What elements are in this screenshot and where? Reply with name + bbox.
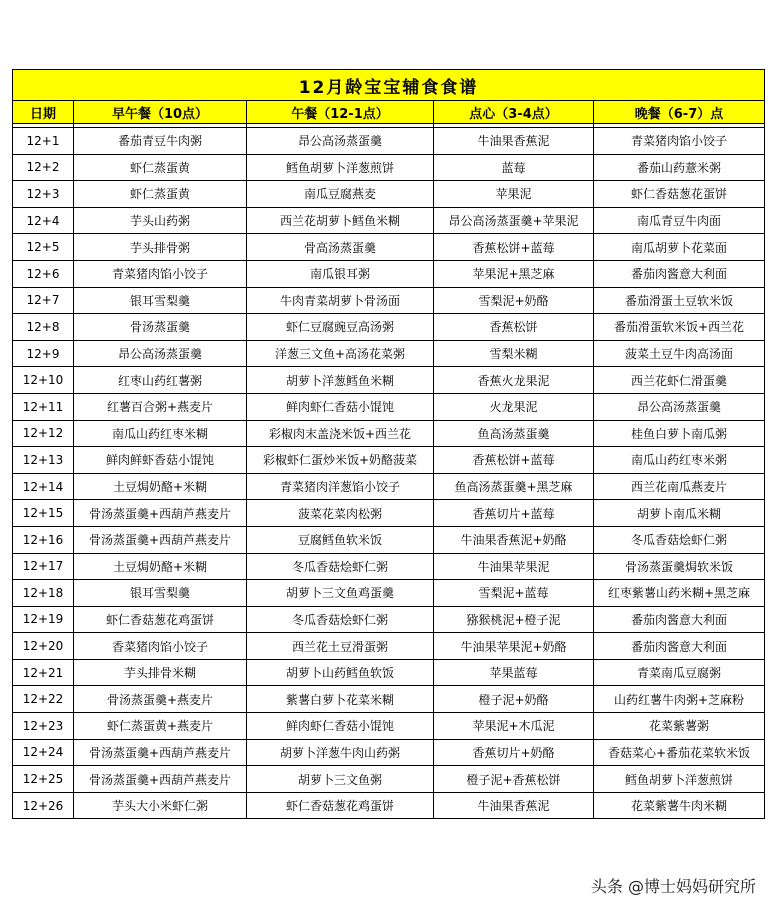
table-row [13, 606, 765, 633]
recipe-table [12, 69, 765, 819]
snack-cell: 橙子泥+奶酪 [434, 686, 594, 713]
table-row [13, 500, 765, 527]
snack-cell: 苹果泥+木瓜泥 [434, 713, 594, 740]
snack-cell: 雪梨泥+奶酪 [434, 287, 594, 314]
dinner-cell: 西兰花南瓜燕麦片 [594, 473, 765, 500]
header-date: 日期 [13, 101, 74, 124]
table-row [13, 526, 765, 553]
brunch-cell: 虾仁蒸蛋黄 [74, 154, 247, 181]
date-cell: 12+19 [13, 606, 74, 633]
table-row [13, 686, 765, 713]
date-cell: 12+15 [13, 500, 74, 527]
dinner-cell: 番茄肉酱意大利面 [594, 606, 765, 633]
snack-cell: 香蕉松饼+蓝莓 [434, 447, 594, 474]
table-row [13, 633, 765, 660]
dinner-cell: 南瓜山药红枣米粥 [594, 447, 765, 474]
date-cell: 12+18 [13, 580, 74, 607]
dinner-cell: 番茄肉酱意大利面 [594, 633, 765, 660]
header-lunch: 午餐（12-1点） [247, 101, 434, 124]
brunch-cell: 骨汤蒸蛋羹+西葫芦燕麦片 [74, 739, 247, 766]
lunch-cell: 洋葱三文鱼+高汤花菜粥 [247, 340, 434, 367]
dinner-cell: 冬瓜香菇烩虾仁粥 [594, 526, 765, 553]
dinner-cell: 番茄肉酱意大利面 [594, 260, 765, 287]
snack-cell: 火龙果泥 [434, 393, 594, 420]
brunch-cell: 香菜猪肉馅小饺子 [74, 633, 247, 660]
dinner-cell: 骨汤蒸蛋羹焗软米饭 [594, 553, 765, 580]
brunch-cell: 鲜肉鲜虾香菇小馄饨 [74, 447, 247, 474]
lunch-cell: 西兰花胡萝卜鳕鱼米糊 [247, 207, 434, 234]
dinner-cell: 鳕鱼胡萝卜洋葱煎饼 [594, 766, 765, 793]
date-cell: 12+3 [13, 181, 74, 208]
table-row [13, 260, 765, 287]
table-row [13, 553, 765, 580]
table-row [13, 766, 765, 793]
brunch-cell: 土豆焗奶酪+米糊 [74, 473, 247, 500]
dinner-cell: 番茄滑蛋软米饭+西兰花 [594, 314, 765, 341]
lunch-cell: 胡萝卜洋葱鳕鱼米糊 [247, 367, 434, 394]
snack-cell: 牛油果苹果泥+奶酪 [434, 633, 594, 660]
snack-cell: 雪梨泥+蓝莓 [434, 580, 594, 607]
table-row [13, 739, 765, 766]
dinner-cell: 虾仁香菇葱花蛋饼 [594, 181, 765, 208]
table-row [13, 367, 765, 394]
lunch-cell: 虾仁豆腐豌豆高汤粥 [247, 314, 434, 341]
brunch-cell: 红枣山药红薯粥 [74, 367, 247, 394]
watermark: 头条 @博士妈妈研究所 [590, 877, 756, 896]
lunch-cell: 菠菜花菜肉松粥 [247, 500, 434, 527]
table-row [13, 128, 765, 155]
snack-cell: 鱼高汤蒸蛋羹 [434, 420, 594, 447]
date-cell: 12+2 [13, 154, 74, 181]
lunch-cell: 胡萝卜洋葱牛肉山药粥 [247, 739, 434, 766]
lunch-cell: 西兰花土豆滑蛋粥 [247, 633, 434, 660]
table-row [13, 447, 765, 474]
lunch-cell: 南瓜银耳粥 [247, 260, 434, 287]
brunch-cell: 昂公高汤蒸蛋羹 [74, 340, 247, 367]
table-row [13, 580, 765, 607]
lunch-cell: 虾仁香菇葱花鸡蛋饼 [247, 792, 434, 819]
table-row [13, 234, 765, 261]
lunch-cell: 彩椒肉末盖浇米饭+西兰花 [247, 420, 434, 447]
table-row [13, 659, 765, 686]
date-cell: 12+20 [13, 633, 74, 660]
snack-cell: 牛油果苹果泥 [434, 553, 594, 580]
date-cell: 12+25 [13, 766, 74, 793]
dinner-cell: 青菜南瓜豆腐粥 [594, 659, 765, 686]
snack-cell: 苹果蓝莓 [434, 659, 594, 686]
lunch-cell: 冬瓜香菇烩虾仁粥 [247, 606, 434, 633]
brunch-cell: 骨汤蒸蛋羹 [74, 314, 247, 341]
lunch-cell: 骨高汤蒸蛋羹 [247, 234, 434, 261]
brunch-cell: 银耳雪梨羹 [74, 287, 247, 314]
snack-cell: 苹果泥+黑芝麻 [434, 260, 594, 287]
table-row [13, 314, 765, 341]
dinner-cell: 香菇菜心+番茄花菜软米饭 [594, 739, 765, 766]
snack-cell: 香蕉切片+奶酪 [434, 739, 594, 766]
snack-cell: 猕猴桃泥+橙子泥 [434, 606, 594, 633]
header-row [13, 101, 765, 124]
table-row [13, 207, 765, 234]
snack-cell: 牛油果香蕉泥+奶酪 [434, 526, 594, 553]
lunch-cell: 昂公高汤蒸蛋羹 [247, 128, 434, 155]
snack-cell: 鱼高汤蒸蛋羹+黑芝麻 [434, 473, 594, 500]
table-row [13, 154, 765, 181]
dinner-cell: 红枣紫薯山药米糊+黑芝麻 [594, 580, 765, 607]
snack-cell: 昂公高汤蒸蛋羹+苹果泥 [434, 207, 594, 234]
dinner-cell: 花菜紫薯粥 [594, 713, 765, 740]
table-row [13, 792, 765, 819]
lunch-cell: 冬瓜香菇烩虾仁粥 [247, 553, 434, 580]
brunch-cell: 骨汤蒸蛋羹+西葫芦燕麦片 [74, 526, 247, 553]
date-cell: 12+17 [13, 553, 74, 580]
lunch-cell: 鲜肉虾仁香菇小馄饨 [247, 393, 434, 420]
dinner-cell: 南瓜青豆牛肉面 [594, 207, 765, 234]
date-cell: 12+1 [13, 128, 74, 155]
snack-cell: 橙子泥+香蕉松饼 [434, 766, 594, 793]
brunch-cell: 虾仁香菇葱花鸡蛋饼 [74, 606, 247, 633]
brunch-cell: 银耳雪梨羹 [74, 580, 247, 607]
table-row [13, 420, 765, 447]
snack-cell: 苹果泥 [434, 181, 594, 208]
date-cell: 12+24 [13, 739, 74, 766]
date-cell: 12+12 [13, 420, 74, 447]
brunch-cell: 番茄青豆牛肉粥 [74, 128, 247, 155]
date-cell: 12+14 [13, 473, 74, 500]
brunch-cell: 芋头排骨粥 [74, 234, 247, 261]
snack-cell: 香蕉松饼+蓝莓 [434, 234, 594, 261]
snack-cell: 蓝莓 [434, 154, 594, 181]
header-snack: 点心（3-4点） [434, 101, 594, 124]
date-cell: 12+4 [13, 207, 74, 234]
dinner-cell: 桂鱼白萝卜南瓜粥 [594, 420, 765, 447]
date-cell: 12+6 [13, 260, 74, 287]
dinner-cell: 山药红薯牛肉粥+芝麻粉 [594, 686, 765, 713]
lunch-cell: 胡萝卜山药鳕鱼软饭 [247, 659, 434, 686]
brunch-cell: 骨汤蒸蛋羹+燕麦片 [74, 686, 247, 713]
date-cell: 12+5 [13, 234, 74, 261]
brunch-cell: 虾仁蒸蛋黄+燕麦片 [74, 713, 247, 740]
lunch-cell: 鳕鱼胡萝卜洋葱煎饼 [247, 154, 434, 181]
lunch-cell: 豆腐鳕鱼软米饭 [247, 526, 434, 553]
header-brunch: 早午餐（10点） [74, 101, 247, 124]
dinner-cell: 青菜猪肉馅小饺子 [594, 128, 765, 155]
date-cell: 12+21 [13, 659, 74, 686]
lunch-cell: 胡萝卜三文鱼鸡蛋羹 [247, 580, 434, 607]
dinner-cell: 花菜紫薯牛肉米糊 [594, 792, 765, 819]
date-cell: 12+10 [13, 367, 74, 394]
brunch-cell: 红薯百合粥+燕麦片 [74, 393, 247, 420]
date-cell: 12+13 [13, 447, 74, 474]
brunch-cell: 芋头山药粥 [74, 207, 247, 234]
date-cell: 12+9 [13, 340, 74, 367]
date-cell: 12+8 [13, 314, 74, 341]
date-cell: 12+26 [13, 792, 74, 819]
snack-cell: 香蕉火龙果泥 [434, 367, 594, 394]
lunch-cell: 彩椒虾仁蛋炒米饭+奶酪菠菜 [247, 447, 434, 474]
snack-cell: 牛油果香蕉泥 [434, 792, 594, 819]
table-row [13, 181, 765, 208]
snack-cell: 香蕉切片+蓝莓 [434, 500, 594, 527]
table-row [13, 393, 765, 420]
brunch-cell: 骨汤蒸蛋羹+西葫芦燕麦片 [74, 766, 247, 793]
snack-cell: 牛油果香蕉泥 [434, 128, 594, 155]
table-row [13, 340, 765, 367]
date-cell: 12+7 [13, 287, 74, 314]
table-row [13, 713, 765, 740]
date-cell: 12+11 [13, 393, 74, 420]
date-cell: 12+23 [13, 713, 74, 740]
snack-cell: 香蕉松饼 [434, 314, 594, 341]
brunch-cell: 土豆焗奶酪+米糊 [74, 553, 247, 580]
lunch-cell: 胡萝卜三文鱼粥 [247, 766, 434, 793]
dinner-cell: 胡萝卜南瓜米糊 [594, 500, 765, 527]
table-body [13, 128, 765, 819]
lunch-cell: 青菜猪肉洋葱馅小饺子 [247, 473, 434, 500]
brunch-cell: 芋头排骨米糊 [74, 659, 247, 686]
dinner-cell: 昂公高汤蒸蛋羹 [594, 393, 765, 420]
table-row [13, 287, 765, 314]
brunch-cell: 骨汤蒸蛋羹+西葫芦燕麦片 [74, 500, 247, 527]
lunch-cell: 紫薯白萝卜花菜米糊 [247, 686, 434, 713]
date-cell: 12+22 [13, 686, 74, 713]
lunch-cell: 鲜肉虾仁香菇小馄饨 [247, 713, 434, 740]
table-title: 12月龄宝宝辅食食谱 [13, 70, 765, 101]
dinner-cell: 番茄山药薏米粥 [594, 154, 765, 181]
brunch-cell: 芋头大小米虾仁粥 [74, 792, 247, 819]
brunch-cell: 青菜猪肉馅小饺子 [74, 260, 247, 287]
date-cell: 12+16 [13, 526, 74, 553]
brunch-cell: 虾仁蒸蛋黄 [74, 181, 247, 208]
dinner-cell: 菠菜土豆牛肉高汤面 [594, 340, 765, 367]
brunch-cell: 南瓜山药红枣米糊 [74, 420, 247, 447]
dinner-cell: 番茄滑蛋土豆软米饭 [594, 287, 765, 314]
lunch-cell: 南瓜豆腐燕麦 [247, 181, 434, 208]
table-row [13, 473, 765, 500]
lunch-cell: 牛肉青菜胡萝卜骨汤面 [247, 287, 434, 314]
header-dinner: 晚餐（6-7）点 [594, 101, 765, 124]
dinner-cell: 西兰花虾仁滑蛋羹 [594, 367, 765, 394]
dinner-cell: 南瓜胡萝卜花菜面 [594, 234, 765, 261]
snack-cell: 雪梨米糊 [434, 340, 594, 367]
